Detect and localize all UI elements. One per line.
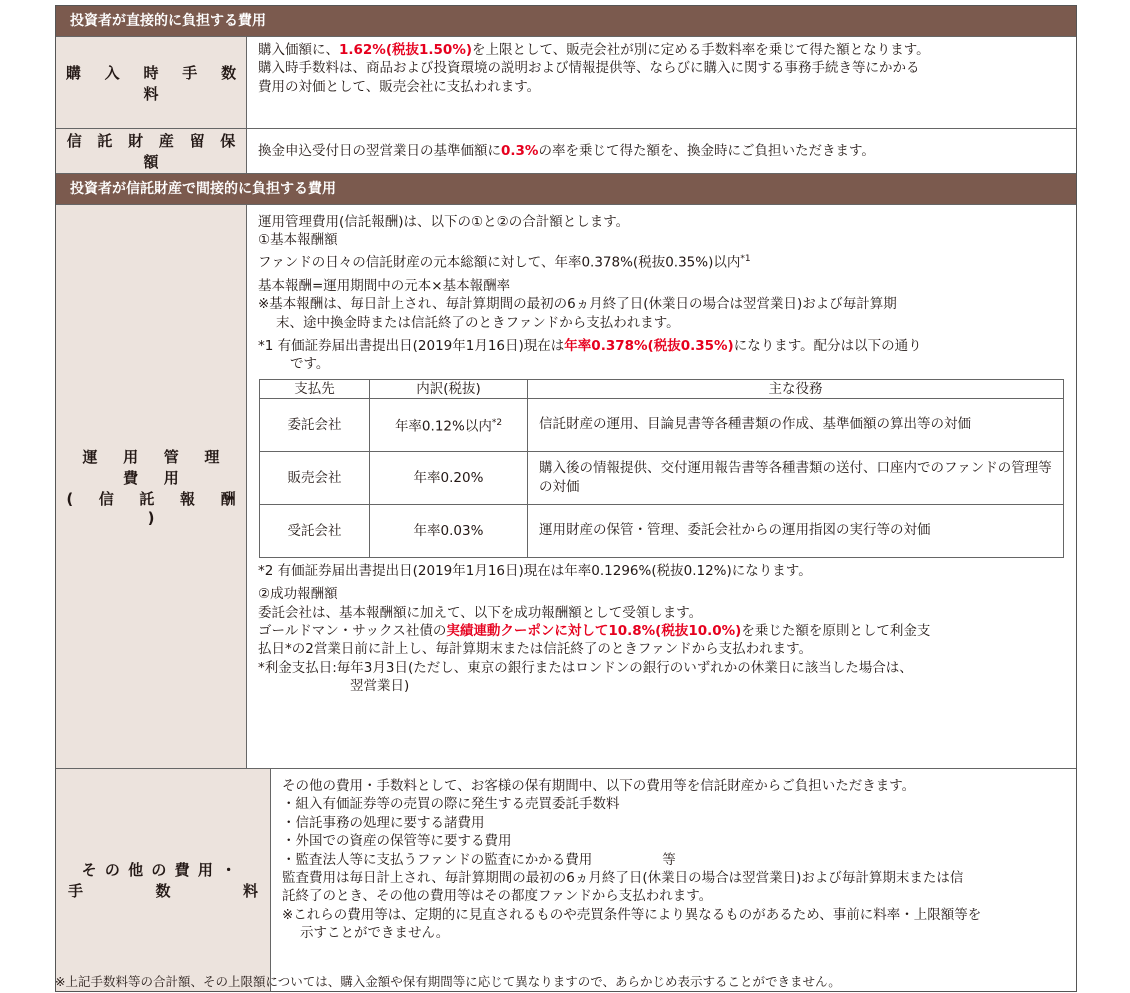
fee-breakdown-header	[260, 379, 1064, 398]
footnote: ※上記手数料等の合計額、その上限額については、購入金額や保有期間等に応じて異なりますので、あらかじめ表示することができません。	[55, 974, 841, 989]
list-item: ・信託事務の処理に要する諸費用	[282, 814, 485, 831]
list-item: ・組入有価証券等の売買の際に発生する売買委託手数料	[282, 796, 620, 813]
payee-cell: 受託会社	[260, 504, 370, 557]
table-row	[260, 398, 1064, 451]
list-item: ・監査法人等に支払うファンドの監査にかかる費用 等	[282, 851, 676, 868]
row-other-fees	[56, 769, 1076, 991]
trust-reserve-rate: 0.3%	[501, 142, 539, 159]
fee-table	[55, 5, 1077, 992]
role-cell: 運用財産の保管・管理、委託会社からの運用指図の実行等の対価	[528, 504, 1064, 557]
row-purchase-fee	[56, 37, 1076, 129]
payee-cell: 委託会社	[260, 398, 370, 451]
role-cell: 購入後の情報提供、交付運用報告書等各種書類の送付、口座内でのファンドの管理等の対価	[528, 451, 1064, 504]
other-fees-content: その他の費用・手数料として、お客様の保有期間中、以下の費用等を信託財産からご負担いただきます。 ・組入有価証券等の売買の際に発生する売買委託手数料 ・信託事務の処理に要する諸費用 ・外国での資産の保管等に要する費用 ・監査法人等に支払うファンドの監査にかかる費用 等 監査費用は毎日計上され、毎計算期間の最初の6ヵ月終了日(休業日の場合は翌営業日)および毎計算期末または信 託終了のとき、その他の費用等はその都度ファンドから支払われます。 ※これらの費用等は、定期的に見直されるものや売買条件等により異なるものがあるため、事前に料率・上限額等を 示すことができません。	[271, 769, 1076, 991]
trust-reserve-content: 換金申込受付日の翌営業日の基準価額に0.3%の率を乗じて得た額を、換金時にご負担いただきます。	[258, 142, 875, 159]
col-header-role: 主な役務	[528, 379, 1064, 398]
rate-cell: 年率0.20%	[370, 451, 528, 504]
management-fee-label: 運 用 管 理 費 用 ( 信 託 報 酬 )	[56, 205, 247, 768]
trust-reserve-label: 信 託 財 産 留 保 額	[56, 129, 247, 173]
other-fees-label: その他の費用・ 手 数 料	[56, 769, 271, 991]
section-header-indirect: 投資者が信託財産で間接的に負担する費用	[56, 174, 1076, 205]
table-row	[260, 451, 1064, 504]
purchase-fee-label: 購 入 時 手 数 料	[56, 37, 247, 128]
role-cell: 信託財産の運用、目論見書等各種書類の作成、基準価額の算出等の対価	[528, 398, 1064, 451]
payee-cell: 販売会社	[260, 451, 370, 504]
row-management-fee	[56, 205, 1076, 769]
section-header-direct: 投資者が直接的に負担する費用	[56, 6, 1076, 37]
success-fee-rate: 実績連動クーポンに対して10.8%(税抜10.0%)	[446, 622, 742, 639]
fee-document	[55, 5, 1077, 992]
management-fee-content: 運用管理費用(信託報酬)は、以下の①と②の合計額とします。 ①基本報酬額 ファンドの日々の信託財産の元本総額に対して、年率0.378%(税抜0.35%)以内$^{*1}$ 基本報酬=運用期間中の元本×基本報酬率 ※基本報酬は、毎日計上され、毎計算期間の最初の6ヵ月終了日(休業日の場合は翌営業日)および毎計算期 末、途中換金時または信託終了のときファンドから支払われます。 *1 有価証券届出書提出日(2019年1月16日)現在は年率0.378%(税抜0.35%)になります。配分は以下の通り です。 支払先 内訳(税抜) 主な役務 委託会社 年率0.12%以内$^{*2}$ 信託財産の運用、目論見書等各種書類の作成、基準価額の算出等の対価 販売会社 年率0.20% 購入後の情報提供、交付運用報告書等各種書類の送付、口座内でのファンドの管理等の対価 受託会社 年率0.03% 運用財産の保管・管理、委託会社からの運用指図の実行等の対価 *2 有価証券届出書提出日(2019年1月16日)現在は年率0.1296%(税抜0.12%)になります。 ②成功報酬額 委託会社は、基本報酬額に加えて、以下を成功報酬額として受領します。 ゴールドマン・サックス社債の実績連動クーポンに対して10.8%(税抜10.0%)を乗じた額を原則として利金支 払日*の2営業日前に計上し、毎計算期末または信託終了のときファンドから支払われます。 *利金支払日:毎年3月3日(ただし、東京の銀行またはロンドンの銀行のいずれかの休業日に該当した場合は、 翌営業日)	[247, 205, 1076, 768]
rate-cell: 年率0.03%	[370, 504, 528, 557]
col-header-rate: 内訳(税抜)	[370, 379, 528, 398]
fee-breakdown-table	[259, 379, 1064, 558]
purchase-fee-rate: 1.62%(税抜1.50%)	[339, 42, 473, 58]
purchase-fee-content: 購入価額に、1.62%(税抜1.50%)を上限として、販売会社が別に定める手数料率を乗じて得た額となります。 購入時手数料は、商品および投資環境の説明および情報提供等、ならびに購入に関する事務手続き等にかかる 費用の対価として、販売会社に支払われます。	[258, 42, 930, 95]
list-item: ・外国での資産の保管等に要する費用	[282, 833, 512, 850]
note1-rate: 年率0.378%(税抜0.35%)	[564, 337, 734, 354]
col-header-payee: 支払先	[260, 379, 370, 398]
rate-cell: 年率0.12%以内$^{*2}$	[370, 398, 528, 451]
row-trust-reserve	[56, 129, 1076, 174]
table-row	[260, 504, 1064, 557]
